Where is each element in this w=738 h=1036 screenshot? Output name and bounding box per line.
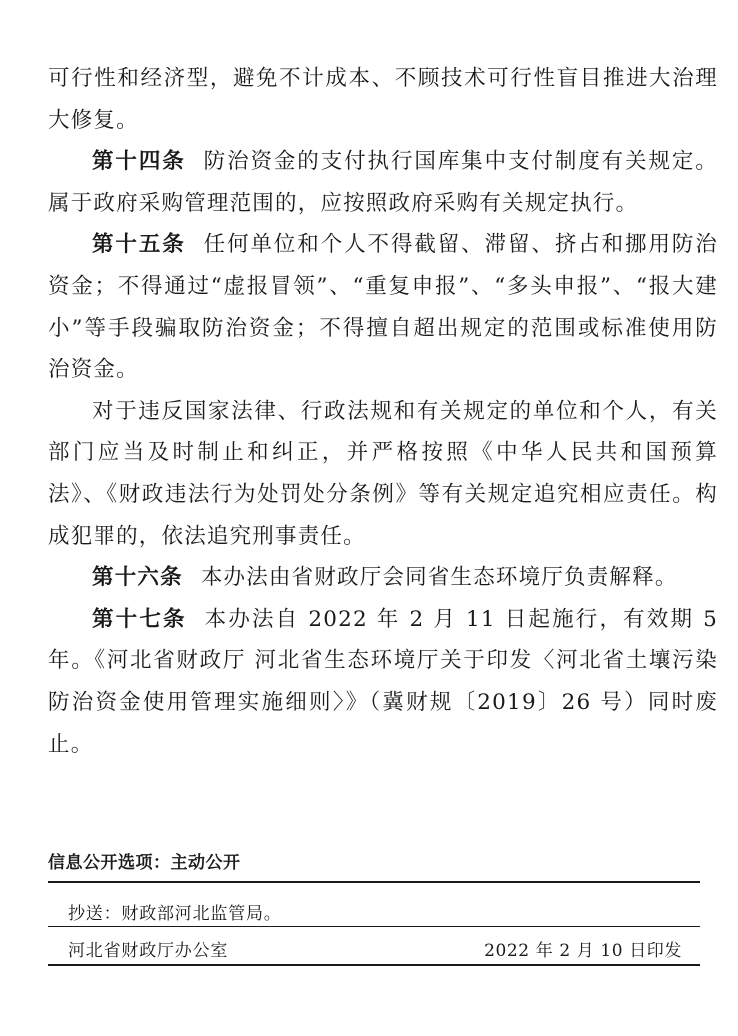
issuing-office: 河北省财政厅办公室 <box>68 941 229 961</box>
document-body <box>48 58 718 765</box>
footer-rule-middle <box>48 926 700 927</box>
disclosure-option: 信息公开选项：主动公开 <box>48 853 241 873</box>
article-14-text: 防治资金的支付执行国库集中支付制度有关规定。属于政府采购管理范围的，应按照政府采购有关规定执行。 <box>48 149 718 216</box>
article-15-heading: 第十五条 <box>92 232 186 258</box>
article-16 <box>48 557 718 599</box>
paragraph-continuation: 可行性和经济型，避免不计成本、不顾技术可行性盲目推进大治理大修复。 <box>48 66 718 133</box>
article-16-heading: 第十六条 <box>92 565 183 591</box>
footer-rule-bottom <box>48 964 700 966</box>
footer-rule-top <box>48 881 700 883</box>
article-15-text: 任何单位和个人不得截留、滞留、挤占和挪用防治资金；不得通过“虚报冒领”、“重复申报”、“多头申报”、“报大建小”等手段骗取防治资金；不得擅自超出规定的范围或标准使用防治资金。 <box>48 232 718 383</box>
issue-date: 2022 年 2 月 10 日印发 <box>484 941 682 961</box>
article-15 <box>48 224 718 390</box>
cc-line: 抄送：财政部河北监管局。 <box>68 904 282 924</box>
article-14-heading: 第十四条 <box>92 149 186 175</box>
article-14 <box>48 141 718 224</box>
article-17-heading: 第十七条 <box>92 606 187 632</box>
paragraph-liability: 对于违反国家法律、行政法规和有关规定的单位和个人，有关部门应当及时制止和纠正，并严格按照《中华人民共和国预算法》、《财政违法行为处罚处分条例》等有关规定追究相应责任。构成犯罪的，依法追究刑事责任。 <box>48 398 718 549</box>
article-16-text: 本办法由省财政厅会同省生态环境厅负责解释。 <box>200 565 678 591</box>
article-17-text: 本办法自 2022 年 2 月 11 日起施行，有效期 5 年。《河北省财政厅 河北省生态环境厅关于印发〈河北省土壤污染防治资金使用管理实施细则〉》（冀财规〔2019〕26 号）同时废止。 <box>48 606 718 757</box>
article-17 <box>48 599 718 765</box>
